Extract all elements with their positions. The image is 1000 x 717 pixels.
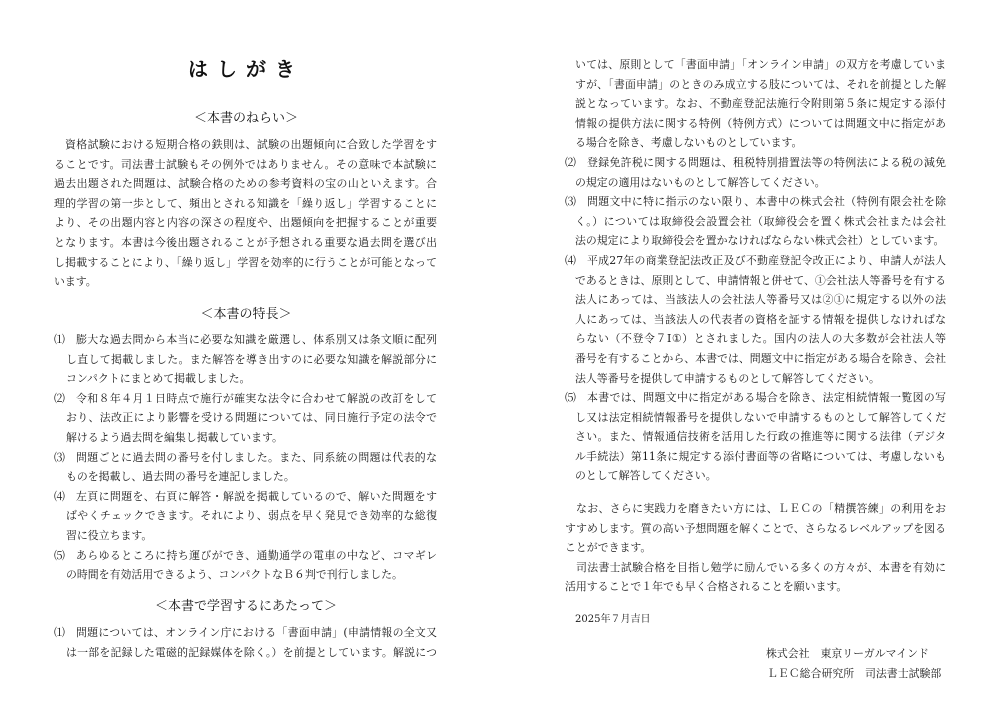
item-number: ⑸ [565, 391, 576, 405]
item-text-line: 法人にあっては、当該法人の会社法人等番号又は②①に規定する以外の法 [575, 293, 946, 307]
item-text-line: は一部を記録した電磁的記録媒体を除く。）を前提としています。解説につ [66, 645, 437, 659]
item-text-line: 膨大な過去問から本当に必要な知識を厳選し、体系別又は条文順に配列 [76, 333, 437, 346]
text-line: 過去出題された問題は、試験合格のための参考資料の宝の山といえます。合 [54, 177, 437, 191]
list-item [54, 623, 437, 662]
item-text-line: 問題ごとに過去問の番号を付しました。また、同系統の問題は代表的な [76, 450, 437, 464]
item-text-line: さい。また、情報通信技術を活用した行政の推進等に関する法律（デジタ [575, 430, 946, 444]
item-text-line: の規定の適用はないものとして解答してください。 [575, 175, 826, 189]
text-line: 司法書士試験合格を目指し勉学に励んでいる多くの方々が、本書を有効に [576, 560, 946, 574]
item-text-line: 習に役立ちます。 [66, 528, 153, 542]
list-item [54, 389, 437, 448]
item-text-line: 法人等番号を提供して申請するものとして解答してください。 [575, 371, 880, 385]
text-line: ることです。司法書士試験もその例外ではありません。その意味で本試験に [54, 157, 437, 171]
features-list [54, 330, 437, 585]
item-text-line: 問題文中に特に指示のない限り、本書中の株式会社（特例有限会社を除 [587, 195, 946, 209]
text-line: 理的学習の第一歩として、頻出とされる知識を「繰り返し」学習することに [54, 196, 437, 210]
item-number: ⑴ [54, 333, 65, 346]
list-item [565, 153, 946, 192]
text-line: となります。本書は今後出題されることが予想される重要な過去問を選び出 [54, 235, 437, 249]
item-first-row [54, 330, 437, 350]
text-line: し掲載することにより、「繰り返し」学習を効率的に行うことが可能となって [54, 255, 437, 269]
item-text-line: のとして解答してください。 [575, 469, 717, 483]
text-line: 資格試験における短期合格の鉄則は、試験の出題傾向に合致した学習をす [65, 138, 437, 151]
aim-heading: ＜本書のねらい＞ [193, 111, 298, 126]
item-text-line: 人にあっては、当該法人の代表者の資格を証する情報を提供しなければな [575, 312, 946, 326]
item-number: ⑵ [565, 155, 576, 169]
date: 2025年７月吉日 [575, 614, 651, 625]
item-text-line: 情報の提供方法に関する特例（特例方式）については問題文中に指定があ [575, 116, 946, 130]
text-line: ことができます。 [565, 541, 652, 555]
signature [766, 644, 941, 684]
list-item [54, 546, 437, 585]
study-heading: ＜本書で学習するにあたって＞ [154, 599, 337, 614]
list-item [565, 388, 946, 486]
item-first-row [565, 192, 946, 212]
item-text-line: らない（不登令７Ⅰ①）とされました。国内の法人の大多数が会社法人等 [575, 332, 946, 346]
item-number: ⑸ [54, 548, 65, 562]
item-text-line: ル手続法）第11条に規定する添付書面等の省略については、考慮しないも [575, 449, 946, 463]
closing-paragraphs [565, 499, 946, 597]
item-text-line: 問題については、オンライン庁における「書面申請」(申請情報の全文又 [76, 626, 437, 639]
features-heading: ＜本書の特長＞ [200, 307, 292, 322]
item-text-line: いては、原則として「書面申請」「オンライン申請」の双方を考慮していま [575, 58, 946, 71]
signature-company: 株式会社 東京リーガルマインド [766, 647, 929, 660]
item-text-line: であるときは、原則として、申請情報と併せて、①会社法人等番号を有する [575, 273, 946, 287]
item-number: ⑵ [54, 391, 65, 405]
item-text-line: 説となっています。なお、不動産登記法施行令附則第５条に規定する添付 [575, 97, 946, 111]
page-title: はしがき [188, 57, 304, 81]
list-item [54, 330, 437, 389]
list-item [54, 448, 437, 487]
text-line: すすめします。質の高い予想問題を解くことで、さらなるレベルアップを図る [565, 521, 946, 535]
item-text-line: すが、「書面申請」のときのみ成立する肢については、それを前提とした解 [575, 77, 946, 91]
item-number: ⑷ [54, 489, 65, 503]
item-text-line: 平成27年の商業登記法改正及び不動産登記令改正により、申請人が法人 [587, 253, 946, 267]
item-text-line: し又は法定相続情報番号を提供しないで申請するものとして解答してくだ [575, 410, 946, 424]
item-number: ⑷ [565, 253, 576, 267]
item-text-line: 番号を有することから、本書では、問題文中に指定がある場合を除き、会社 [575, 351, 946, 365]
item-text-line: 本書では、問題文中に指定がある場合を除き、法定相続情報一覧図の写 [587, 391, 946, 405]
item-number: ⑴ [54, 626, 65, 639]
item-text-line: 登録免許税に関する問題は、租税特別措置法等の特例法による税の減免 [587, 155, 946, 169]
item-first-row [54, 546, 437, 566]
item-text-line: く。）については取締役会設置会社（取締役会を置く株式会社または会社 [575, 214, 946, 228]
study-list-left [54, 623, 437, 662]
text-line: より、その出題内容と内容の深さの程度や、出題傾向を把握することが重要 [54, 216, 437, 230]
item-first-row [54, 623, 437, 643]
item-text-line: ものを掲載し、過去問の番号を連記しました。 [66, 470, 295, 484]
list-item [565, 192, 946, 251]
item-number: ⑶ [565, 195, 576, 209]
list-item [54, 487, 437, 546]
item-text-line: し直して掲載しました。また解答を導き出すのに必要な知識を解説部分に [66, 352, 437, 366]
item-text-line: 令和８年４月１日時点で施行が確実な法令に合わせて解説の改訂をして [76, 391, 437, 405]
item-first-row [54, 389, 437, 409]
item-first-row [565, 251, 946, 271]
study-list-right [565, 55, 946, 486]
aim-paragraph [54, 135, 437, 292]
text-line: なお、さらに実践力を磨きたい方には、ＬＥＣの「精撰答練」の利用をお [576, 502, 946, 515]
item-text-line: 法の規定により取締役会を置かなければならない株式会社）としています。 [575, 234, 945, 248]
item-first-row [565, 153, 946, 173]
item-text-line: コンパクトにまとめて掲載しました。 [66, 372, 251, 386]
item-first-row [565, 388, 946, 408]
item-first-row [54, 448, 437, 468]
item-text-line: ばやくチェックできます。それにより、弱点を早く発見でき効率的な総復 [66, 509, 437, 523]
text-line: 活用することで１年でも早く合格されることを願います。 [565, 580, 848, 594]
list-item [565, 55, 946, 153]
text-line: います。 [54, 275, 97, 289]
item-text-line: 左頁に問題を、右頁に解答・解説を掲載しているので、解いた問題をす [76, 489, 437, 503]
item-first-row [54, 487, 437, 507]
item-text-line: の時間を有効活用できるよう、コンパクトなＢ６判で刊行しました。 [66, 568, 403, 582]
item-text-line: あらゆるところに持ち運びができ、通勤通学の電車の中など、コマギレ [76, 548, 437, 562]
signature-department: ＬＥＣ総合研究所 司法書士試験部 [767, 667, 942, 680]
item-text-line: 解けるよう過去問を編集し掲載しています。 [66, 430, 283, 444]
list-item [565, 251, 946, 388]
item-text-line: る場合を除き、考慮しないものとしています。 [575, 136, 803, 150]
item-number: ⑶ [54, 450, 65, 464]
item-text-line: おり、法改正により影響を受ける問題については、同日施行予定の法令で [66, 411, 437, 425]
